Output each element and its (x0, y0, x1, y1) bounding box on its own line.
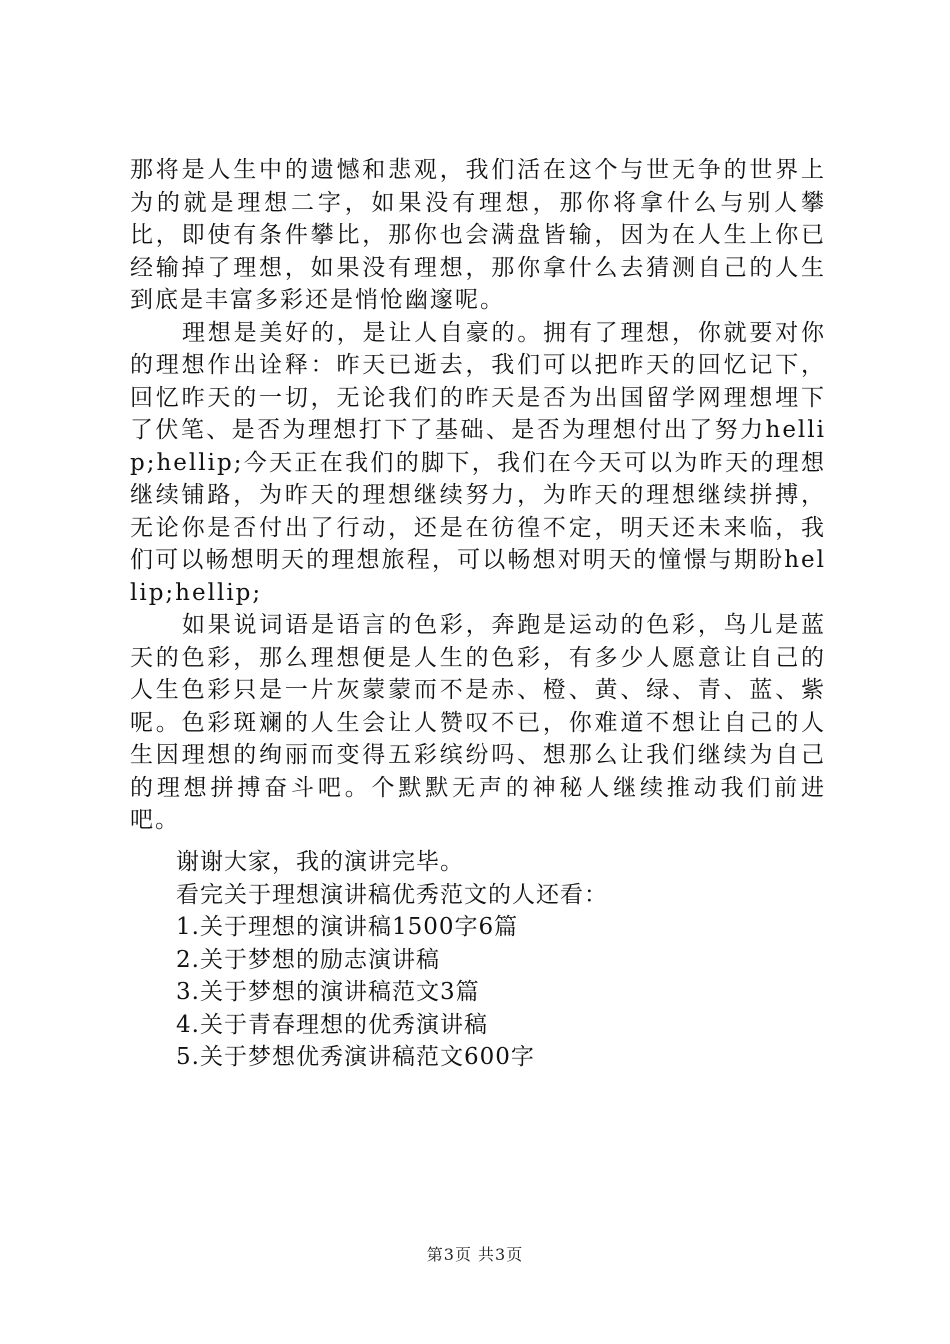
related-article-2[interactable]: 2.关于梦想的励志演讲稿 (176, 946, 440, 973)
paragraph-2: 理想是美好的，是让人自豪的。拥有了理想，你就要对你的理想作出诠释：昨天已逝去，我们可以把昨天的回忆记下，回忆昨天的一切，无论我们的昨天是否为出国留学网理想埋下了伏笔、是否为理想打下了基础、是否为理想付出了努力hellip;hellip;今天正在我们的脚下，我们在今天可以为昨天的理想继续铺路，为昨天的理想继续努力，为昨天的理想继续拼搏，无论你是否付出了行动，还是在彷徨不定，明天还未来临，我们可以畅想明天的理想旅程，可以畅想对明天的憧憬与期盼hellip;hellip; (130, 319, 826, 606)
related-article-3[interactable]: 3.关于梦想的演讲稿范文3篇 (176, 979, 480, 1005)
paragraph-3: 如果说词语是语言的色彩，奔跑是运动的色彩，鸟儿是蓝天的色彩，那么理想便是人生的色彩，有多少人愿意让自己的人生色彩只是一片灰蒙蒙而不是赤、橙、黄、绿、青、蓝、紫呢。色彩斑斓的人生会让人赞叹不已，你难道不想让自己的人生因理想的绚丽而变得五彩缤纷吗、想那么让我们继续为自己的理想拼搏奋斗吧。个默默无声的神秘人继续推动我们前进吧。 (130, 612, 826, 833)
closing-section (176, 846, 816, 1074)
document-body (130, 154, 826, 837)
related-article-5[interactable]: 5.关于梦想优秀演讲稿范文600字 (176, 1044, 535, 1070)
related-article-1[interactable]: 1.关于理想的演讲稿1500字6篇 (176, 914, 519, 940)
paragraph-1: 那将是人生中的遗憾和悲观，我们活在这个与世无争的世界上为的就是理想二字，如果没有理想，那你将拿什么与别人攀比，即使有条件攀比，那你也会满盘皆输，因为在人生上你已经输掉了理想，如果没有理想，那你拿什么去猜测自己的人生到底是丰富多彩还是悄怆幽邃呢。 (130, 157, 826, 313)
related-article-4[interactable]: 4.关于青春理想的优秀演讲稿 (176, 1011, 488, 1038)
related-heading: 看完关于理想演讲稿优秀范文的人还看： (176, 881, 608, 908)
related-articles-list (176, 911, 816, 1074)
page-number-footer: 第3页 共3页 (426, 1245, 524, 1264)
closing-remark: 谢谢大家，我的演讲完毕。 (176, 849, 464, 875)
